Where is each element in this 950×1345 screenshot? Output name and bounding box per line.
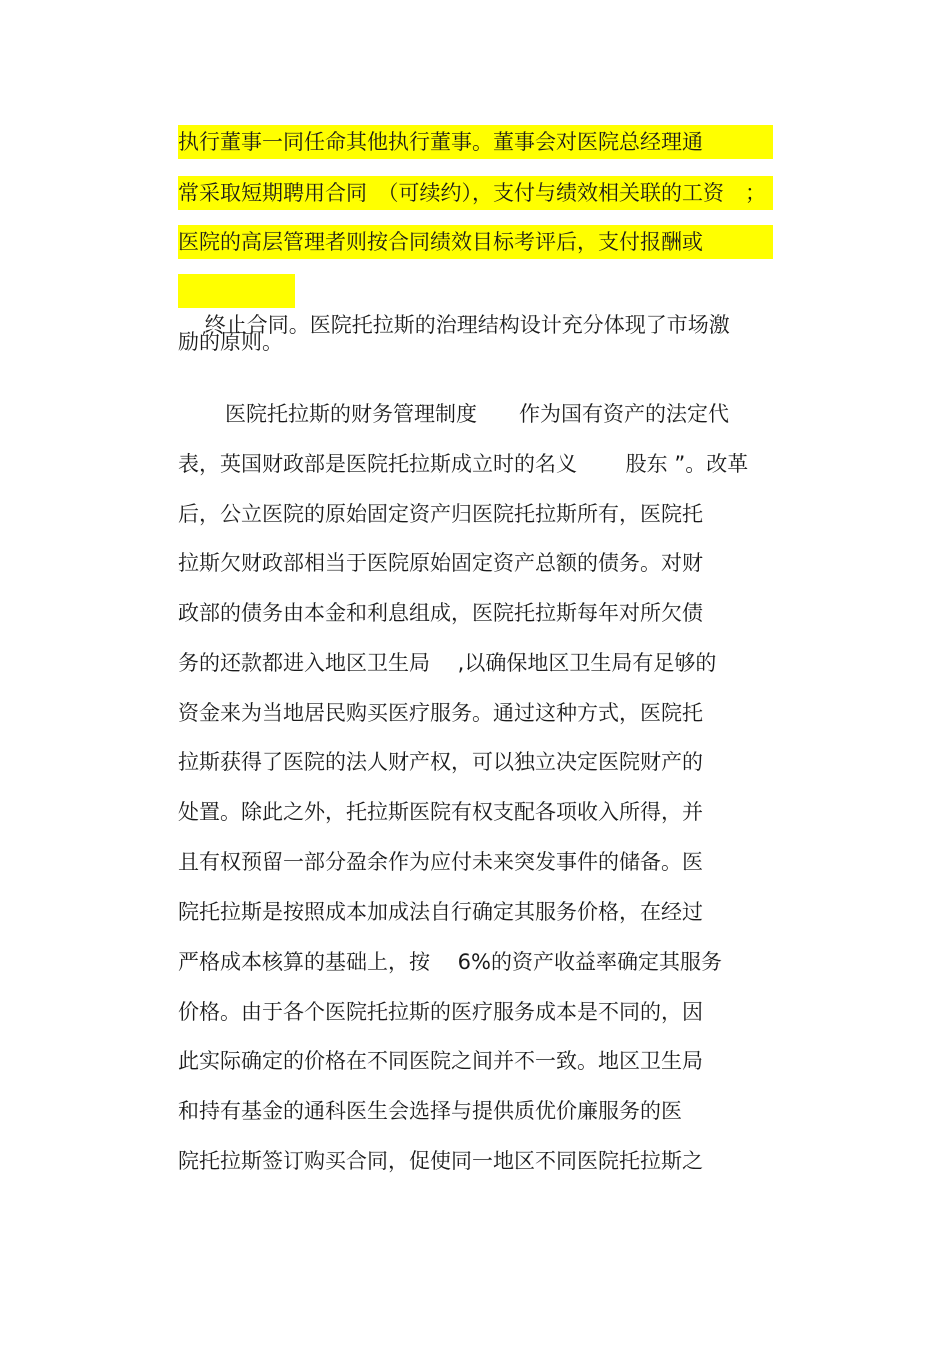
text-line: 严格成本核算的基础上，按 6%的资产收益率确定其服务 xyxy=(178,950,722,974)
text-line: 价格。由于各个医院托拉斯的医疗服务成本是不同的，因 xyxy=(178,1000,703,1024)
text-line: 医院的高层管理者则按合同绩效目标考评后，支付报酬或 xyxy=(178,230,703,254)
text-line: 执行董事一同任命其他执行董事。董事会对医院总经理通 xyxy=(178,130,703,154)
text-line: 拉斯欠财政部相当于医院原始固定资产总额的债务。对财 xyxy=(178,551,703,575)
text-line: 表，英国财政部是医院托拉斯成立时的名义 股东 ”。改革 xyxy=(178,452,749,476)
text-segment: 医院托拉斯的治理结构设计充分体现了市场激 xyxy=(309,313,730,337)
text-line: 且有权预留一部分盈余作为应付未来突发事件的储备。医 xyxy=(178,850,703,874)
text-line: 政部的债务由本金和利息组成，医院托拉斯每年对所欠债 xyxy=(178,601,703,625)
text-line: 励的原则。 xyxy=(178,330,283,354)
text-line: 处置。除此之外，托拉斯医院有权支配各项收入所得，并 xyxy=(178,800,703,824)
text-line: 拉斯获得了医院的法人财产权，可以独立决定医院财产的 xyxy=(178,750,703,774)
text-line: 常采取短期聘用合同 （可续约），支付与绩效相关联的工资 ； xyxy=(178,181,766,205)
text-line: 此实际确定的价格在不同医院之间并不一致。地区卫生局 xyxy=(178,1049,703,1073)
text-line xyxy=(178,274,730,337)
text-line: 和持有基金的通科医生会选择与提供质优价廉服务的医 xyxy=(178,1099,682,1123)
highlighted-text: 终止合同。 xyxy=(204,313,310,337)
text-line: 院托拉斯是按照成本加成法自行确定其服务价格，在经过 xyxy=(178,900,703,924)
text-line: 资金来为当地居民购买医疗服务。通过这种方式，医院托 xyxy=(178,701,703,725)
text-line: 院托拉斯签订购买合同，促使同一地区不同医院托拉斯之 xyxy=(178,1149,703,1173)
text-line: 后，公立医院的原始固定资产归医院托拉斯所有，医院托 xyxy=(178,502,703,526)
paragraph-first-line: 医院托拉斯的财务管理制度 作为国有资产的法定代 xyxy=(225,402,729,426)
text-line: 务的还款都进入地区卫生局 ,以确保地区卫生局有足够的 xyxy=(178,651,717,675)
